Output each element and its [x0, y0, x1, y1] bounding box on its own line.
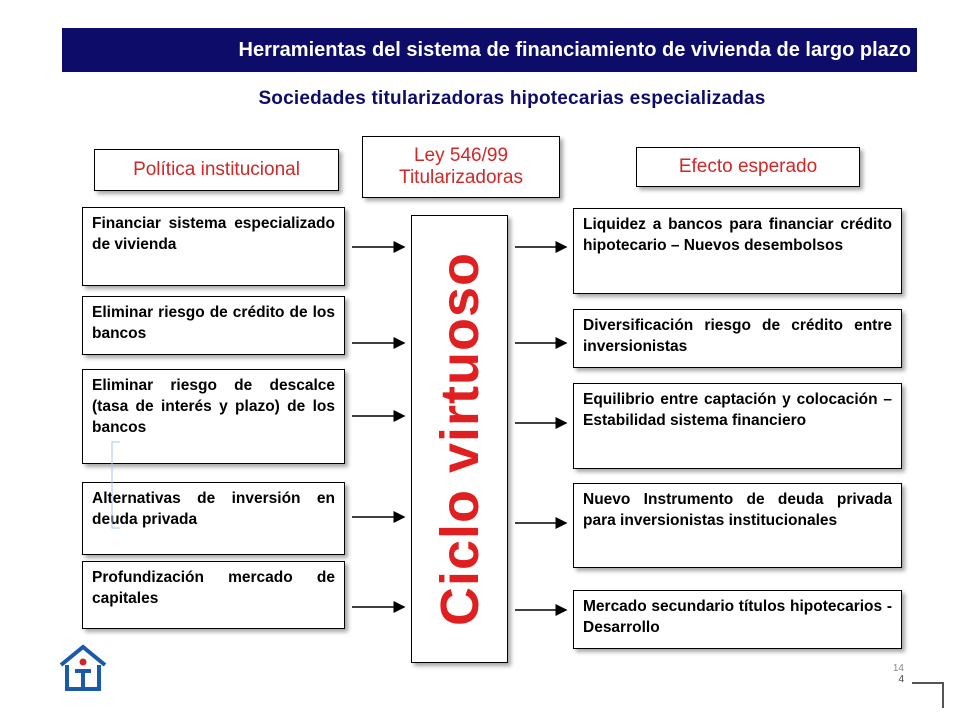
center-cycle-label: Ciclo virtuoso — [429, 251, 490, 627]
page-number-top: 14 — [892, 663, 904, 674]
house-logo-icon — [57, 643, 109, 693]
right-box-3: Equilibrio entre captación y colocación – Estabilidad sistema financiero — [573, 383, 902, 469]
right-box-1: Liquidez a bancos para financiar crédito hipotecario – Nuevos desembolsos — [573, 208, 902, 294]
page-title: Herramientas del sistema de financiamiento de vivienda de largo plazo — [238, 38, 911, 61]
corner-line-horizontal — [912, 682, 942, 684]
right-box-4: Nuevo Instrumento de deuda privada para inversionistas institucionales — [573, 483, 902, 568]
left-box-2: Eliminar riesgo de crédito de los bancos — [82, 296, 345, 355]
right-box-5: Mercado secundario títulos hipotecarios - Desarrollo — [573, 590, 902, 649]
right-column-header-label: Efecto esperado — [678, 156, 818, 178]
page-number-bottom: 4 — [898, 673, 904, 685]
left-box-4: Alternativas de inversión en deuda privada — [82, 482, 345, 555]
center-column-header-line2: Titularizadoras — [399, 167, 523, 188]
left-box-5: Profundización mercado de capitales — [82, 561, 345, 629]
left-box-1: Financiar sistema especializado de vivienda — [82, 207, 345, 286]
left-column-header-label: Política institucional — [133, 159, 300, 181]
left-box-3: Eliminar riesgo de descalce (tasa de interés y plazo) de los bancos — [82, 369, 345, 464]
right-box-2: Diversificación riesgo de crédito entre inversionistas — [573, 309, 902, 368]
bracket-decoration — [108, 440, 122, 530]
page-subtitle: Sociedades titularizadoras hipotecarias especializadas — [258, 88, 766, 109]
corner-line-vertical — [942, 682, 944, 708]
page-number — [880, 664, 904, 685]
center-column-header-line1: Ley 546/99 — [413, 145, 509, 167]
